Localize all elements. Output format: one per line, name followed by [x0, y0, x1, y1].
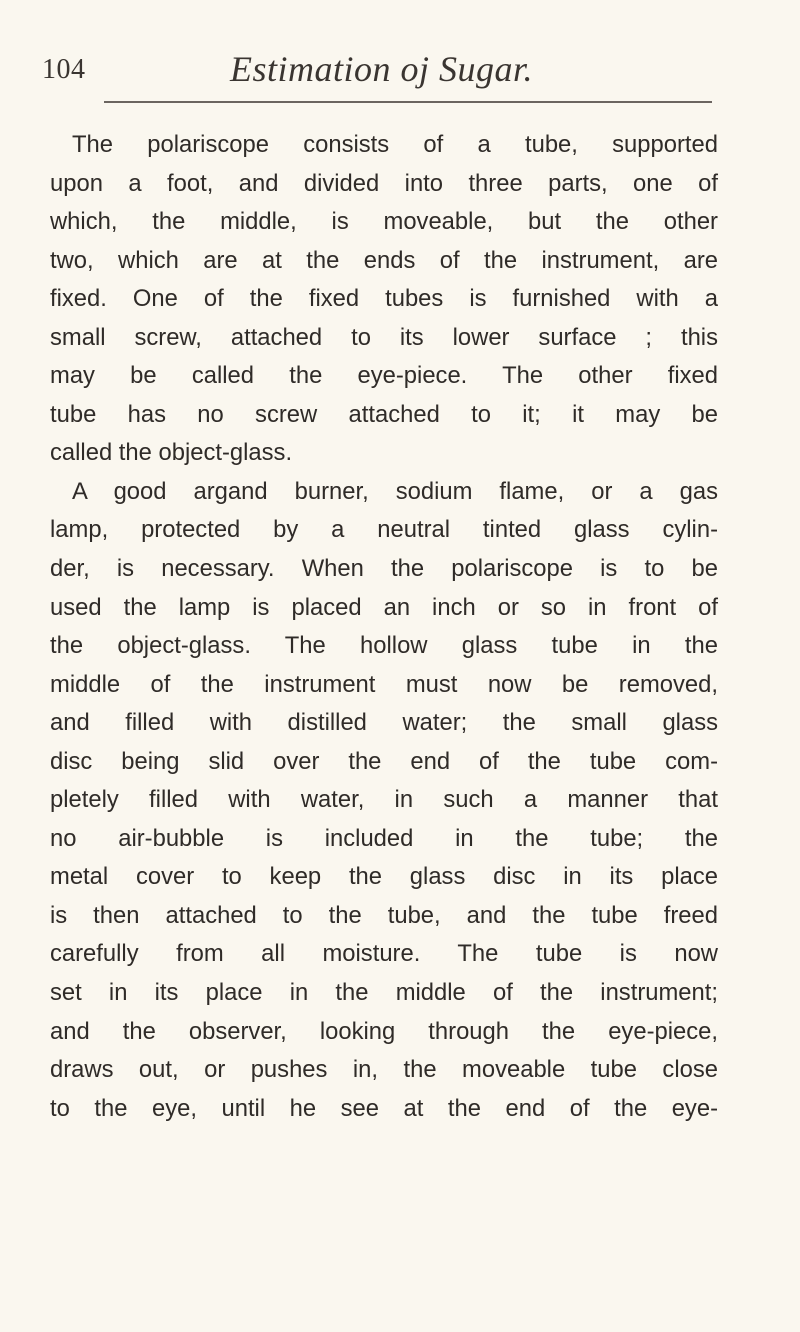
- text-line: and filled with distilled water; the small glass: [50, 709, 718, 737]
- text-line: the object-glass. The hollow glass tube in the: [50, 632, 718, 660]
- running-title: Estimation oj Sugar.: [230, 49, 534, 89]
- text-line: metal cover to keep the glass disc in its place: [50, 863, 718, 891]
- text-line: is then attached to the tube, and the tube freed: [50, 901, 718, 929]
- text-line: A good argand burner, sodium flame, or a gas: [72, 477, 718, 505]
- text-line: der, is necessary. When the polariscope is to be: [50, 555, 718, 583]
- text-line: which, the middle, is moveable, but the other: [50, 208, 718, 236]
- text-line: set in its place in the middle of the instrument;: [50, 979, 718, 1007]
- text-line: fixed. One of the fixed tubes is furnished with a: [50, 285, 718, 313]
- text-line: pletely filled with water, in such a manner that: [50, 786, 718, 814]
- text-line: small screw, attached to its lower surface ; this: [50, 323, 718, 351]
- text-line: to the eye, until he see at the end of the eye-: [50, 1094, 718, 1122]
- text-line: middle of the instrument must now be removed,: [50, 670, 718, 698]
- page-header: [0, 48, 800, 98]
- text-line: may be called the eye-piece. The other fixed: [50, 362, 718, 390]
- text-line: two, which are at the ends of the instrument, are: [50, 246, 718, 274]
- text-line: tube has no screw attached to it; it may be: [50, 400, 718, 428]
- text-line: disc being slid over the end of the tube com-: [50, 747, 718, 775]
- text-line: used the lamp is placed an inch or so in front of: [50, 593, 718, 621]
- text-line: draws out, or pushes in, the moveable tube close: [50, 1056, 718, 1084]
- text-line: no air-bubble is included in the tube; the: [50, 824, 718, 852]
- text-line: carefully from all moisture. The tube is now: [50, 940, 718, 968]
- header-rule: [104, 101, 712, 103]
- page-number: 104: [42, 54, 86, 85]
- text-line: lamp, protected by a neutral tinted glass cylin-: [50, 516, 718, 544]
- text-line: called the object-glass.: [50, 439, 293, 467]
- body-text: [50, 126, 718, 1128]
- text-line: upon a foot, and divided into three parts, one of: [50, 169, 718, 197]
- text-line: and the observer, looking through the eye-piece,: [50, 1017, 718, 1045]
- text-line: The polariscope consists of a tube, supported: [72, 131, 718, 158]
